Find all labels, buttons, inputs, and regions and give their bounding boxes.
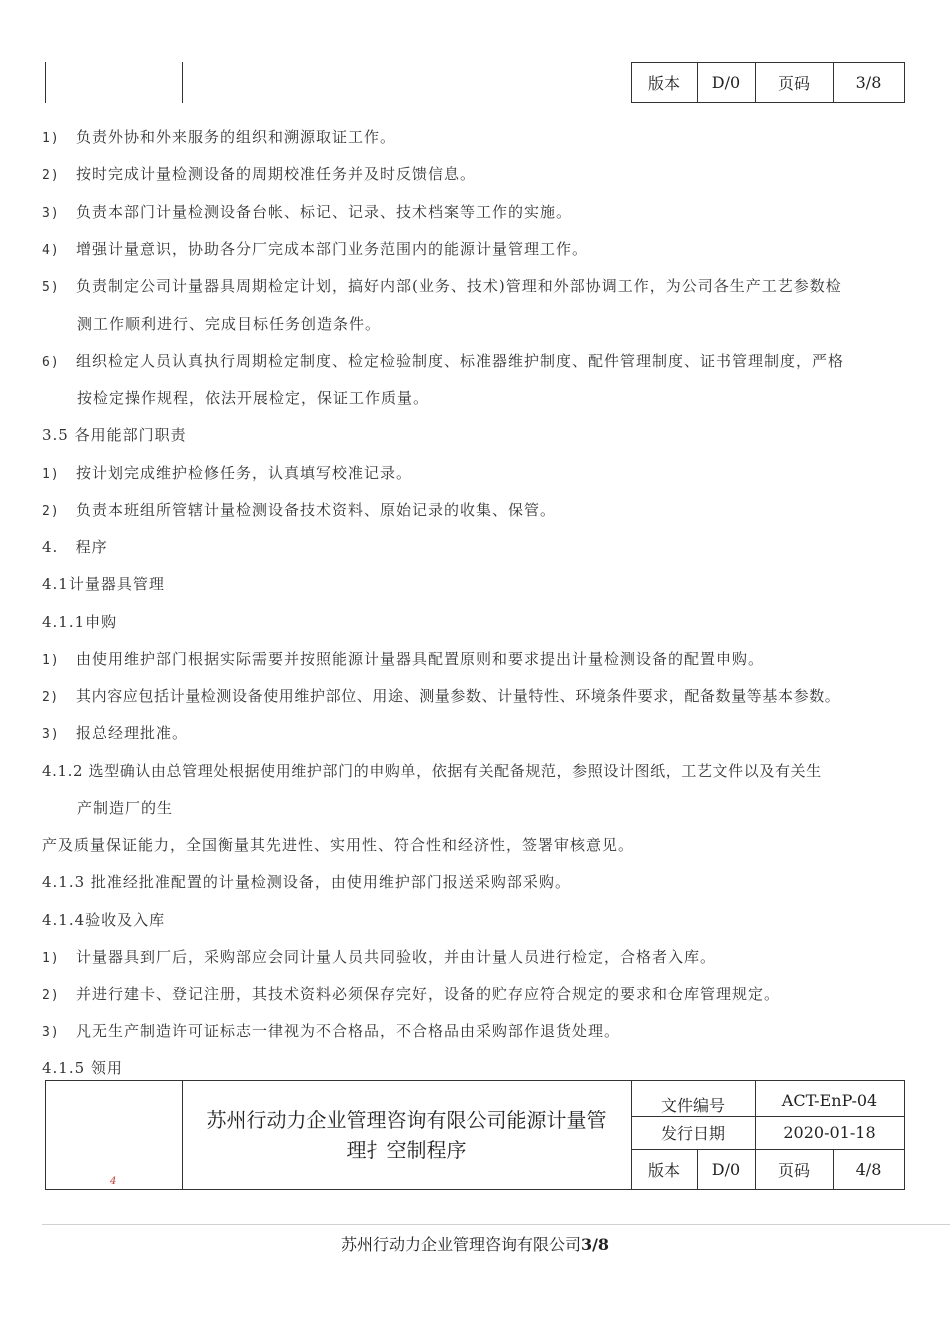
list-item-continuation: 测工作顺利进行、完成目标任务创造条件。	[77, 315, 382, 333]
list-item: 2) 负责本班组所管辖计量检测设备技术资料、原始记录的收集、保管。	[42, 501, 557, 519]
list-item: 2) 按时完成计量检测设备的周期校准任务并及时反馈信息。	[42, 165, 477, 183]
paragraph: 4.1.3 批准经批准配置的计量检测设备，由使用维护部门报送采购部采购。	[42, 873, 571, 891]
table-border	[904, 62, 905, 103]
list-item: 2) 并进行建卡、登记注册，其技术资料必须保存完好，设备的贮存应符合规定的要求和仓库管理规定。	[42, 985, 781, 1003]
version-value: D/0	[711, 1159, 741, 1179]
page-footer	[0, 1232, 950, 1255]
table-border	[45, 1189, 905, 1190]
footer-page: 3/8	[580, 1235, 610, 1254]
table-border	[45, 62, 46, 103]
page-label: 页码	[777, 74, 810, 93]
list-item: 4) 增强计量意识，协助各分厂完成本部门业务范围内的能源计量管理工作。	[42, 240, 589, 258]
list-item: 1) 按计划完成维护检修任务，认真填写校准记录。	[42, 464, 413, 482]
paragraph: 产及质量保证能力，全国衡量其先进性、实用性、符合性和经济性，签署审核意见。	[42, 836, 635, 854]
paragraph: 4.1.2 选型确认由总管理处根据使用维护部门的申购单，依据有关配备规范，参照设计图纸，工艺文件以及有关生	[42, 762, 822, 780]
list-item-continuation: 按检定操作规程，依法开展检定，保证工作质量。	[77, 389, 430, 407]
list-item: 1) 由使用维护部门根据实际需要并按照能源计量器具配置原则和要求提出计量检测设备的配置申购。	[42, 650, 765, 668]
version-label: 版本	[647, 74, 680, 93]
list-item: 5) 负责制定公司计量器具周期检定计划，搞好内部(业务、技术)管理和外部协调工作，为公司各生产工艺参数检	[42, 277, 842, 295]
section-heading: 4. 程序	[42, 538, 108, 556]
doc-no-label: 文件编号	[660, 1095, 725, 1115]
footer-company: 苏州行动力企业管理咨询有限公司	[340, 1235, 581, 1254]
table-border	[182, 62, 183, 103]
issue-date-value: 2020-01-18	[783, 1123, 876, 1142]
version-value: D/0	[711, 73, 741, 92]
section-heading: 3.5 各用能部门职责	[42, 426, 187, 444]
page-label: 页码	[777, 1160, 810, 1180]
document-title	[183, 1081, 630, 1189]
list-item: 3) 报总经理批准。	[42, 724, 189, 742]
footer-divider	[42, 1224, 950, 1225]
list-item: 3) 负责本部门计量检测设备台帐、标记、记录、技术档案等工作的实施。	[42, 203, 573, 221]
section-heading: 4.1计量器具管理	[42, 575, 165, 593]
section-heading: 4.1.5 领用	[42, 1059, 123, 1077]
section-heading: 4.1.1申购	[42, 613, 118, 631]
list-item: 1) 负责外协和外来服务的组织和溯源取证工作。	[42, 128, 397, 146]
list-item: 6) 组织检定人员认真执行周期检定制度、检定检验制度、标准器维护制度、配件管理制度、证书管理制度，严格	[42, 352, 845, 370]
list-item: 3) 凡无生产制造许可证标志一律视为不合格品，不合格品由采购部作退货处理。	[42, 1022, 621, 1040]
list-item: 2) 其内容应包括计量检测设备使用维护部位、用途、测量参数、计量特性、环境条件要求，配备数量等基本参数。	[42, 687, 841, 705]
version-label: 版本	[647, 1160, 680, 1180]
page-value: 3/8	[855, 73, 882, 92]
page-mark: 4	[110, 1176, 117, 1187]
paragraph-continuation: 产制造厂的生	[77, 799, 174, 817]
doc-no-value: ACT-EnP-04	[781, 1090, 878, 1110]
list-item: 1) 计量器具到厂后，采购部应会同计量人员共同验收，并由计量人员进行检定，合格者入库。	[42, 948, 717, 966]
table-border	[904, 1080, 905, 1190]
page-value: 4/8	[855, 1159, 882, 1179]
document-title-line2: 理扌空制程序	[346, 1138, 467, 1162]
issue-date-label: 发行日期	[660, 1124, 725, 1143]
document-title-line1: 苏州行动力企业管理咨询有限公司能源计量管	[206, 1108, 607, 1132]
section-heading: 4.1.4验收及入库	[42, 911, 166, 929]
table-border	[45, 1080, 46, 1190]
